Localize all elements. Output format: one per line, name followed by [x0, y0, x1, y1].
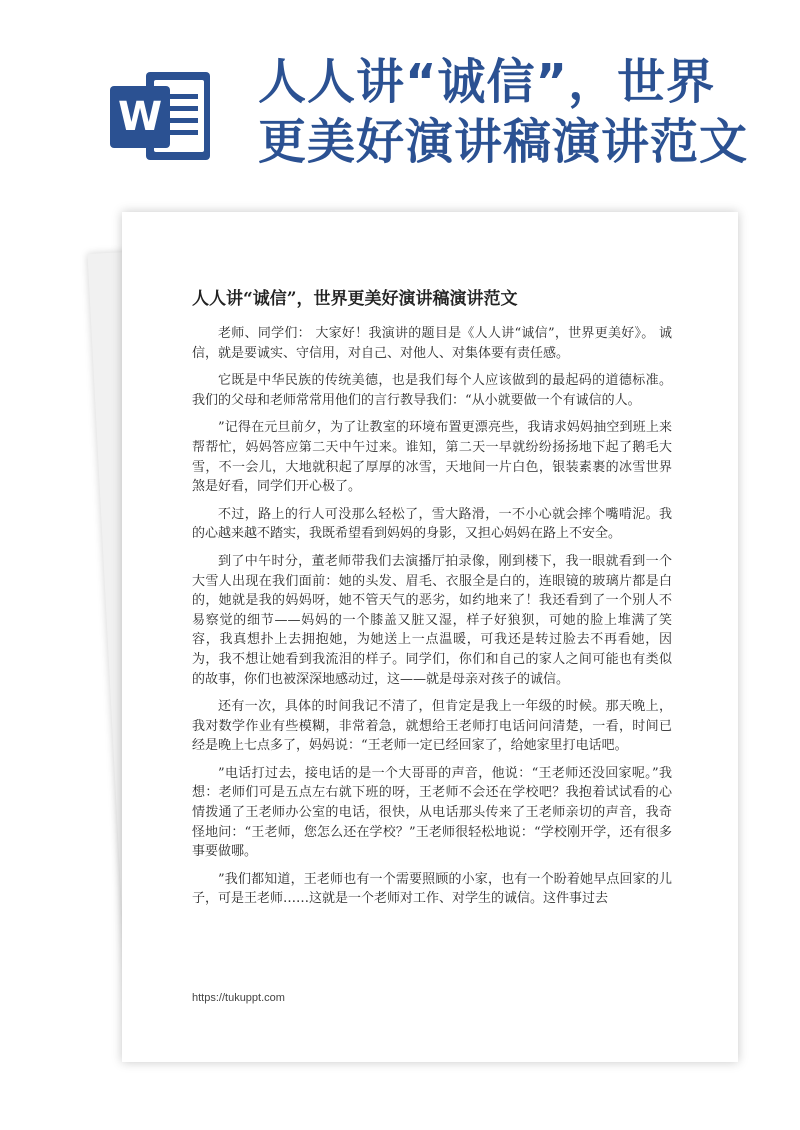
footer-url[interactable]: https://tukuppt.com: [192, 992, 285, 1004]
document-page: [122, 212, 738, 1062]
document-body: [192, 324, 672, 917]
paragraph: ”我们都知道，王老师也有一个需要照顾的小家，也有一个盼着她早点回家的儿子，可是王老师……这就是一个老师对工作、对学生的诚信。这件事过去: [192, 871, 672, 907]
page-title: [258, 52, 778, 172]
title-line-2: 更美好演讲稿演讲范文: [258, 114, 749, 170]
word-document-icon: [108, 66, 214, 166]
banner-header: [0, 0, 800, 200]
paragraph: 老师、同学们： 大家好！我演讲的题目是《人人讲“诚信”，世界更美好》。 诚信，就是要诚实、守信用，对自己、对他人、对集体要有责任感。: [192, 326, 672, 361]
paragraph: 它既是中华民族的传统美德，也是我们每个人应该做到的最起码的道德标准。我们的父母和老师常常用他们的言行教导我们：“从小就要做一个有诚信的人。: [192, 373, 672, 408]
word-icon-letter: W: [117, 94, 163, 140]
paragraph: ”电话打过去，接电话的是一个大哥哥的声音，他说：“王老师还没回家呢。”我想：老师们可是五点左右就下班的呀，王老师不会还在学校吧？我抱着试试看的心情拨通了王老师办公室的电话，很快，从电话那头传来了王老师亲切的声音，我奇怪地问：“王老师，您怎么还在学校？”王老师很轻松地说：“学校刚开学，还有很多事要做哪。: [192, 765, 672, 860]
document-title: 人人讲“诚信”，世界更美好演讲稿演讲范文: [192, 289, 518, 309]
paragraph: 到了中午时分，董老师带我们去演播厅拍录像，刚到楼下，我一眼就看到一个大雪人出现在我们面前：她的头发、眉毛、衣服全是白的，连眼镜的玻璃片都是白的，她就是我的妈妈呀，她不管天气的恶劣，如约地来了！我还看到了一个别人不易察觉的细节——妈妈的一个膝盖又脏又湿，样子好狼狈，可她的脸上堆满了笑容，我真想扑上去拥抱她，为她送上一点温暖，可我还是转过脸去不再看她，因为，我不想让她看到我流泪的样子。同学们，你们和自己的家人之间可能也有类似的故事，你们也被深深地感动过，这——就是母亲对孩子的诚信。: [192, 553, 672, 687]
paragraph: 不过，路上的行人可没那么轻松了，雪大路滑，一不小心就会摔个嘴啃泥。我的心越来越不踏实，我既希望看到妈妈的身影，又担心妈妈在路上不安全。: [192, 506, 672, 542]
paragraph: 还有一次，具体的时间我记不清了，但肯定是我上一年级的时候。那天晚上，我对数学作业有些模糊，非常着急，就想给王老师打电话问问清楚，一看，时间已经是晚上七点多了，妈妈说：“王老师一定已经回家了，给她家里打电话吧。: [192, 699, 672, 754]
paragraph: ”记得在元旦前夕，为了让教室的环境布置更漂亮些，我请求妈妈抽空到班上来帮帮忙，妈妈答应第二天中午过来。谁知，第二天一早就纷纷扬扬地下起了鹅毛大雪，不一会儿，大地就积起了厚厚的冰雪，天地间一片白色，银装素裹的冰雪世界煞是好看，同学们开心极了。: [192, 420, 672, 495]
title-line-1: 人人讲“诚信”，世界: [258, 54, 716, 110]
